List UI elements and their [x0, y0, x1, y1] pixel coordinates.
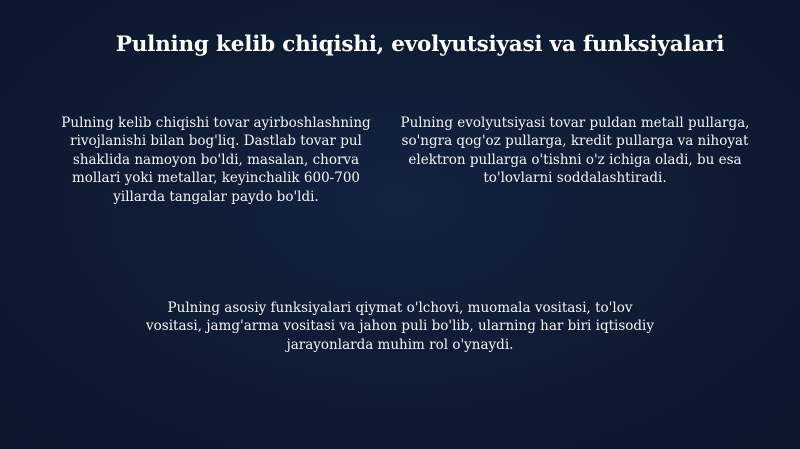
evolution-text-block: Pulning evolyutsiyasi tovar puldan metall pullarga, so'ngra qog'oz pullarga, kredit pullarga va nihoyat elektron pullarga o'tishni o'z ichiga oladi, bu esa to'lovlarni soddalashtiradi.: [400, 115, 750, 187]
slide-title: Pulning kelib chiqishi, evolyutsiyasi va funksiyalari: [115, 32, 725, 57]
origin-text-block: Pulning kelib chiqishi tovar ayirboshlashning rivojlanishi bilan bog'liq. Dastlab tovar pul shaklida namoyon bo'ldi, masalan, chorva mollari yoki metallar, keyinchalik 600-700 yillarda tangalar paydo bo'ldi.: [61, 115, 371, 205]
functions-text-block: Pulning asosiy funksiyalari qiymat o'lchovi, muomala vositasi, to'lov vositasi, jamg'arma vositasi va jahon puli bo'lib, ularning har biri iqtisodiy jarayonlarda muhim rol o'ynaydi.: [146, 300, 654, 353]
